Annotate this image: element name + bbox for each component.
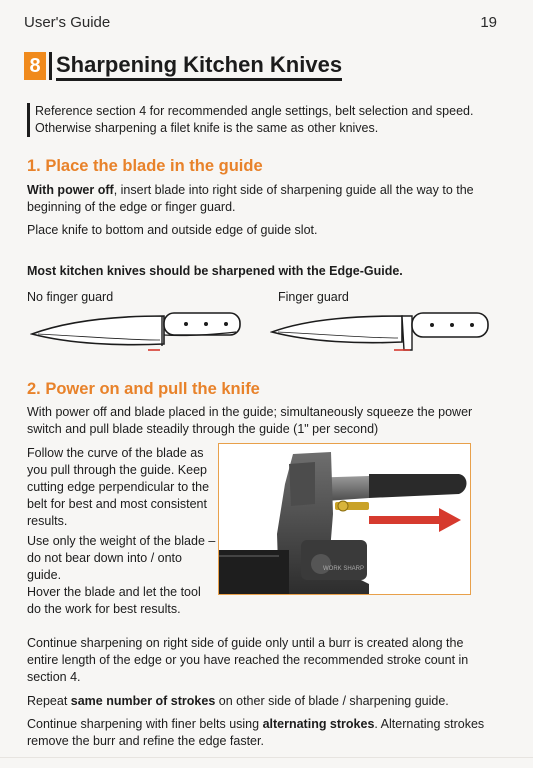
closing-p3-pre: Continue sharpening with finer belts using [27,717,263,731]
guide-label: User's Guide [24,14,111,31]
step1-paragraph-2: Place knife to bottom and outside edge of guide slot. [27,223,318,237]
weight-line-1: Use only the weight of the blade – [27,534,216,548]
follow-curve-text [27,445,217,530]
weight-line-2: do not bear down into / onto guide. [27,551,182,582]
same-strokes-emphasis: same number of strokes [70,694,216,708]
alternating-strokes-emphasis: alternating strokes [262,717,375,731]
weight-line-3: Hover the blade and let the tool [27,585,201,599]
edge-guide-note: Most kitchen knives should be sharpened with the Edge-Guide. [27,264,403,278]
follow-line-5: results. [27,514,68,528]
knife-no-guard-illustration [30,306,246,356]
closing-p2-post: on other side of blade / sharpening guide. [215,694,449,708]
step2-p1-line2: switch and pull blade steadily through the guide (1" per second) [27,422,379,436]
finger-guard-label: Finger guard [278,290,349,304]
step1-power-off: With power off [27,183,114,197]
closing-p1-line3: section 4. [27,670,81,684]
closing-p1-line1: Continue sharpening on right side of guide only until a burr is created along the [27,636,464,650]
follow-line-1: Follow the curve of the blade as [27,446,204,460]
follow-line-3: cutting edge perpendicular to the [27,480,210,494]
step1-p1-line2: beginning of the edge or finger guard. [27,200,236,214]
intro-note [27,103,505,137]
step2-p1-line1: With power off and blade placed in the guide; simultaneously squeeze the power [27,405,473,419]
knife-finger-guard-illustration [270,306,494,356]
closing-p3-line2: remove the burr and refine the edge faster. [27,734,264,748]
intro-line-1: Reference section 4 for recommended angle settings, belt selection and speed. [35,104,474,118]
section-title-row [24,50,342,82]
tool-brand-mark: WORK SHARP [323,566,365,572]
sharpener-illustration [219,444,470,594]
closing-p1-line2: entire length of the edge or you have reached the recommended stroke count in [27,653,469,667]
closing-p2-pre: Repeat [27,694,71,708]
pull-direction-arrow [369,508,461,532]
weight-text [27,533,217,618]
closing-paragraph-2 [27,693,507,710]
page-number: 19 [480,14,497,31]
closing-paragraph-1 [27,635,507,686]
step1-heading: 1. Place the blade in the guide [27,157,263,175]
page-bottom-edge [0,757,533,758]
step2-heading: 2. Power on and pull the knife [27,380,260,398]
page-title: Sharpening Kitchen Knives [56,51,342,81]
no-finger-guard-label: No finger guard [27,290,114,304]
title-divider [49,52,52,80]
step2-paragraph-1 [27,404,517,438]
step1-paragraph-1 [27,182,507,216]
sharpener-photo [218,443,471,595]
follow-line-2: you pull through the guide. Keep [27,463,207,477]
step1-p1-rest: , insert blade into right side of sharpening guide all the way to the [113,183,474,197]
section-number: 8 [24,52,46,80]
closing-p3-post: . Alternating strokes [374,717,485,731]
weight-line-4: do the work for best results. [27,602,181,616]
follow-line-4: belt for best and most consistent [27,497,207,511]
intro-line-2: Otherwise sharpening a filet knife is the same as other knives. [35,121,379,135]
closing-paragraph-3 [27,716,517,750]
